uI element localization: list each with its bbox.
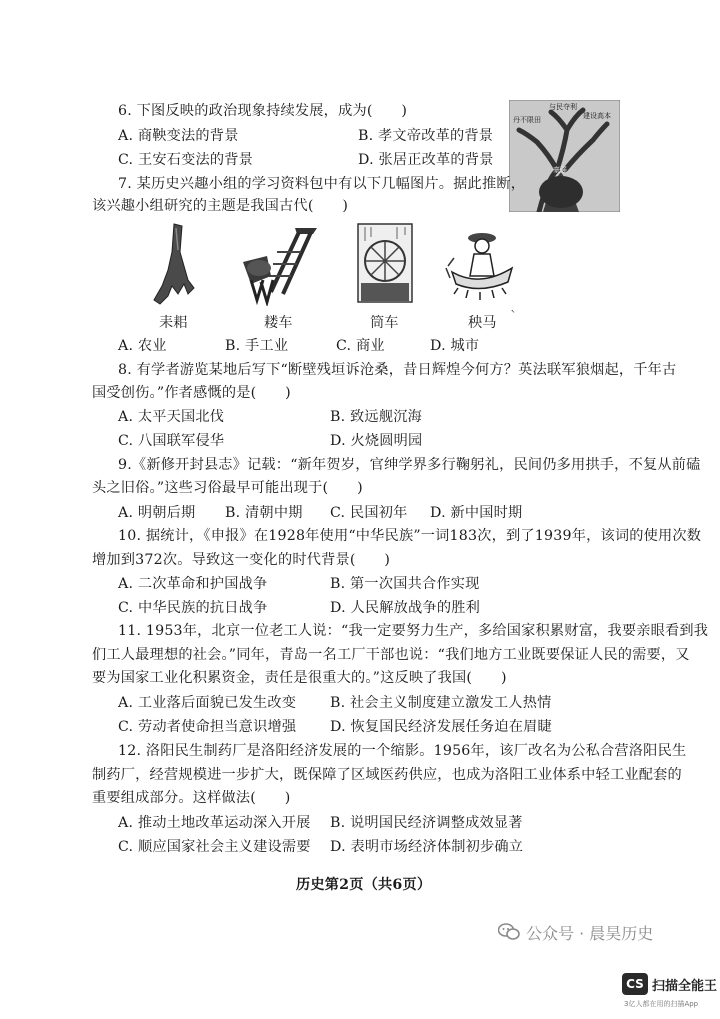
- q10-option-b: B. 第一次国共合作实现: [330, 576, 480, 592]
- q12-option-b: B. 说明国民经济调整成效显著: [330, 815, 523, 831]
- q12-option-c: C. 顺应国家社会主义建设需要: [118, 839, 311, 855]
- caption-leisi: 耒耜: [159, 315, 188, 331]
- q9-stem-line-1: 9.《新修开封县志》记载：“新年贺岁，官绅学界多行鞠躬礼，民间仍多用拱手，不复从前磕: [118, 457, 701, 473]
- tree-label-left: 丹不限田: [513, 116, 541, 124]
- camscanner-app-name: 扫描全能王: [652, 979, 718, 994]
- q7-stem-line-1: 7. 某历史兴趣小组的学习资料包中有以下几幅图片。据此推断，: [118, 176, 526, 192]
- q8-stem-line-1: 8. 有学者游览某地后写下“断壁残垣诉沧桑，昔日辉煌今何方？英法联军狼烟起，千年古: [118, 362, 677, 378]
- q11-option-a: A. 工业落后面貌已发生改变: [118, 695, 297, 711]
- q7-option-d: D. 城市: [430, 338, 480, 354]
- q11-stem-line-3: 要为国家工业化积累资金，责任是很重大的。”这反映了我国( ): [92, 670, 507, 686]
- q6-option-d: D. 张居正改革的背景: [358, 152, 494, 168]
- q8-option-a: A. 太平天国北伐: [118, 409, 225, 425]
- q7-stem-line-2: 该兴趣小组研究的主题是我国古代( ): [92, 198, 349, 214]
- tree-label-top: 与民夺利: [549, 103, 577, 111]
- q9-option-c: C. 民国初年: [330, 505, 408, 521]
- wechat-icon: [498, 923, 520, 941]
- q12-option-d: D. 表明市场经济体制初步确立: [330, 839, 524, 855]
- q7-option-b: B. 手工业: [225, 338, 289, 354]
- q10-option-a: A. 二次革命和护国战争: [118, 576, 268, 592]
- q11-stem-line-2: 们工人最理想的社会。”同年，青岛一名工厂干部也说：“我们地方工业既要保证人民的需要，又: [92, 647, 690, 663]
- seed-drill-image: [237, 222, 321, 306]
- caption-louche: 耧车: [264, 315, 293, 331]
- q9-stem-line-2: 头之旧俗。”这些习俗最早可能出现于( ): [92, 480, 363, 496]
- q10-stem-line-2: 增加到372次。导致这一变化的时代背景( ): [92, 552, 391, 568]
- q7-option-a: A. 农业: [118, 338, 167, 354]
- camscanner-slogan: 3亿人都在用的扫描App: [624, 1000, 699, 1008]
- q6-stem: 6. 下图反映的政治现象持续发展，成为( ): [118, 103, 408, 119]
- caption-tongche: 筒车: [370, 315, 399, 331]
- q6-option-a: A. 商鞅变法的背景: [118, 128, 239, 144]
- tree-label-trunk: 豪强: [553, 166, 567, 174]
- q8-stem-line-2: 国受创伤。”作者感慨的是( ): [92, 385, 291, 401]
- q9-option-a: A. 明朝后期: [118, 505, 196, 521]
- q6-option-c: C. 王安石变法的背景: [118, 152, 254, 168]
- q12-stem-line-3: 重要组成部分。这样做法( ): [92, 790, 291, 806]
- q10-stem-line-1: 10. 据统计，《申报》在1928年使用“中华民族”一词183次，到了1939年，该词的使用次数: [118, 528, 702, 544]
- q6-tree-image: [509, 100, 620, 212]
- q8-option-c: C. 八国联军侵华: [118, 433, 225, 449]
- q11-option-b: B. 社会主义制度建立激发工人热情: [330, 695, 552, 711]
- camscanner-logo-icon: CS: [622, 973, 648, 995]
- q12-option-a: A. 推动土地改革运动深入开展: [118, 815, 311, 831]
- tube-wheel-image: [357, 223, 413, 303]
- page-footer: 历史第2页（共6页）: [296, 877, 432, 893]
- q12-stem-line-2: 制药厂，经营规模进一步扩大，既保障了区域医药供应，也成为洛阳工业体系中轻工业配套的: [92, 767, 682, 783]
- q7-option-c: C. 商业: [336, 338, 385, 354]
- caption-tick-mark: `: [510, 309, 518, 325]
- q10-option-c: C. 中华民族的抗日战争: [118, 600, 268, 616]
- q8-option-d: D. 火烧圆明园: [330, 433, 423, 449]
- q11-stem-line-1: 11. 1953年，北京一位老工人说：“我一定要努力生产，多给国家积累财富，我要亲眼看到我: [118, 623, 709, 639]
- caption-yangma: 秧马: [468, 315, 497, 331]
- rice-seedling-horse-image: [444, 218, 518, 304]
- q6-option-b: B. 孝文帝改革的背景: [358, 128, 494, 144]
- q11-option-d: D. 恢复国民经济发展任务迫在眉睫: [330, 719, 552, 735]
- wechat-channel-watermark: [498, 921, 653, 943]
- channel-name: 公众号 · 晨昊历史: [526, 923, 654, 943]
- q11-option-c: C. 劳动者使命担当意识增强: [118, 719, 297, 735]
- q10-option-d: D. 人民解放战争的胜利: [330, 600, 480, 616]
- q9-option-d: D. 新中国时期: [430, 505, 523, 521]
- q8-option-b: B. 致远舰沉海: [330, 409, 422, 425]
- tree-label-right: 建设高本: [583, 112, 611, 120]
- leisi-plow-image: [148, 222, 198, 308]
- q9-option-b: B. 清朝中期: [225, 505, 303, 521]
- q12-stem-line-1: 12. 洛阳民生制药厂是洛阳经济发展的一个缩影。1956年，该厂改名为公私合营洛阳民生: [118, 743, 687, 759]
